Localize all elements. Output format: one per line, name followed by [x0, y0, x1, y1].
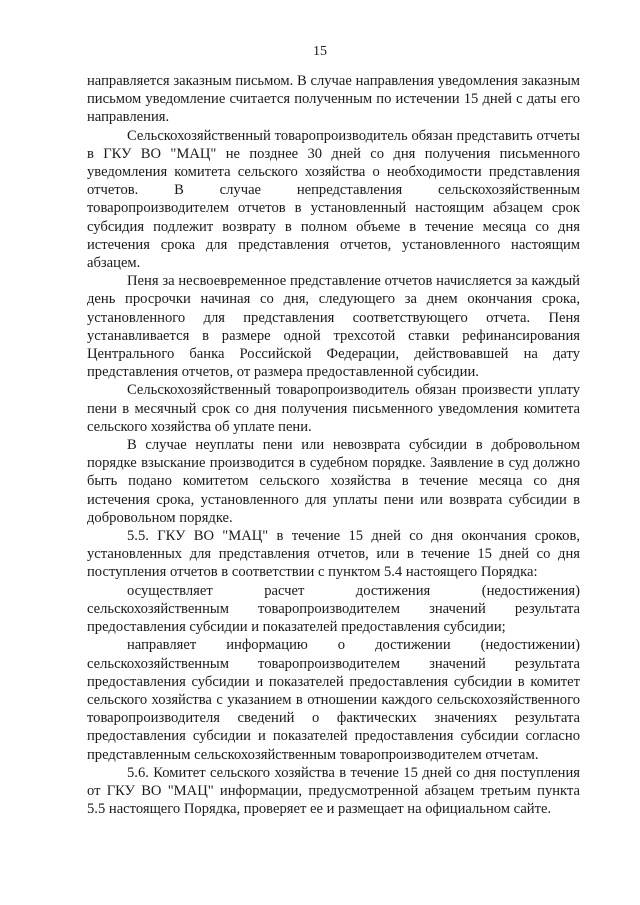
- paragraph-2: Сельскохозяйственный товаропроизводитель обязан представить отчеты в ГКУ ВО "МАЦ" не позднее 30 дней со дня получения письменного уведомления комитета сельского хозяйства о необходимости представления отчетов. В случае непредставления сельскохозяйственным товаропроизводителем отчетов в установленный настоящим абзацем срок субсидия подлежит возврату в полном объеме в течение месяца со дня истечения срока для представления отчетов, установленного настоящим абзацем.: [87, 127, 580, 272]
- paragraph-1: направляется заказным письмом. В случае направления уведомления заказным письмом уведомление считается полученным по истечении 15 дней с даты его направления.: [87, 73, 580, 126]
- paragraph-8: направляет информацию о достижении (недостижении) сельскохозяйственным товаропроизводителем значений результата предоставления субсидии и показателей предоставления субсидии в комитет сельского хозяйства с указанием в отношении каждого сельскохозяйственного товаропроизводителя сведений о фактических значениях результата предоставления субсидии и показателей предоставления субсидии согласно представленным сельскохозяйственным товаропроизводителем отчетам.: [87, 637, 580, 763]
- paragraph-7: осуществляет расчет достижения (недостижения) сельскохозяйственным товаропроизводителем значений результата предоставления субсидии и показателей предоставления субсидии;: [87, 582, 580, 636]
- paragraph-3: Пеня за несвоевременное представление отчетов начисляется за каждый день просрочки начиная со дня, следующего за днем окончания срока, установленного для представления соответствующего отчета. Пеня устанавливается в размере одной трехсотой ставки рефинансирования Центрального банка Российской Федерации, действовавшей на дату представления отчетов, от размера предоставленной субсидии.: [87, 273, 580, 381]
- document-body: [87, 72, 580, 818]
- page-number: 15: [313, 44, 327, 59]
- paragraph-4: Сельскохозяйственный товаропроизводитель обязан произвести уплату пени в месячный срок со дня получения письменного уведомления комитета сельского хозяйства об уплате пени.: [87, 382, 580, 435]
- paragraph-6: 5.5. ГКУ ВО "МАЦ" в течение 15 дней со дня окончания сроков, установленных для представления отчетов, или в течение 15 дней со дня поступления отчетов в соответствии с пунктом 5.4 настоящего Порядка:: [87, 528, 580, 581]
- paragraph-5: В случае неуплаты пени или невозврата субсидии в добровольном порядке взыскание производится в судебном порядке. Заявление в суд должно быть подано комитетом сельского хозяйства в течение месяца со дня истечения срока, установленного для уплаты пени или возврата субсидии в добровольном порядке.: [87, 437, 580, 526]
- paragraph-9: 5.6. Комитет сельского хозяйства в течение 15 дней со дня поступления от ГКУ ВО "МАЦ" информации, предусмотренной абзацем третьим пункта 5.5 настоящего Порядка, проверяет ее и размещает на официальном сайте.: [87, 764, 580, 818]
